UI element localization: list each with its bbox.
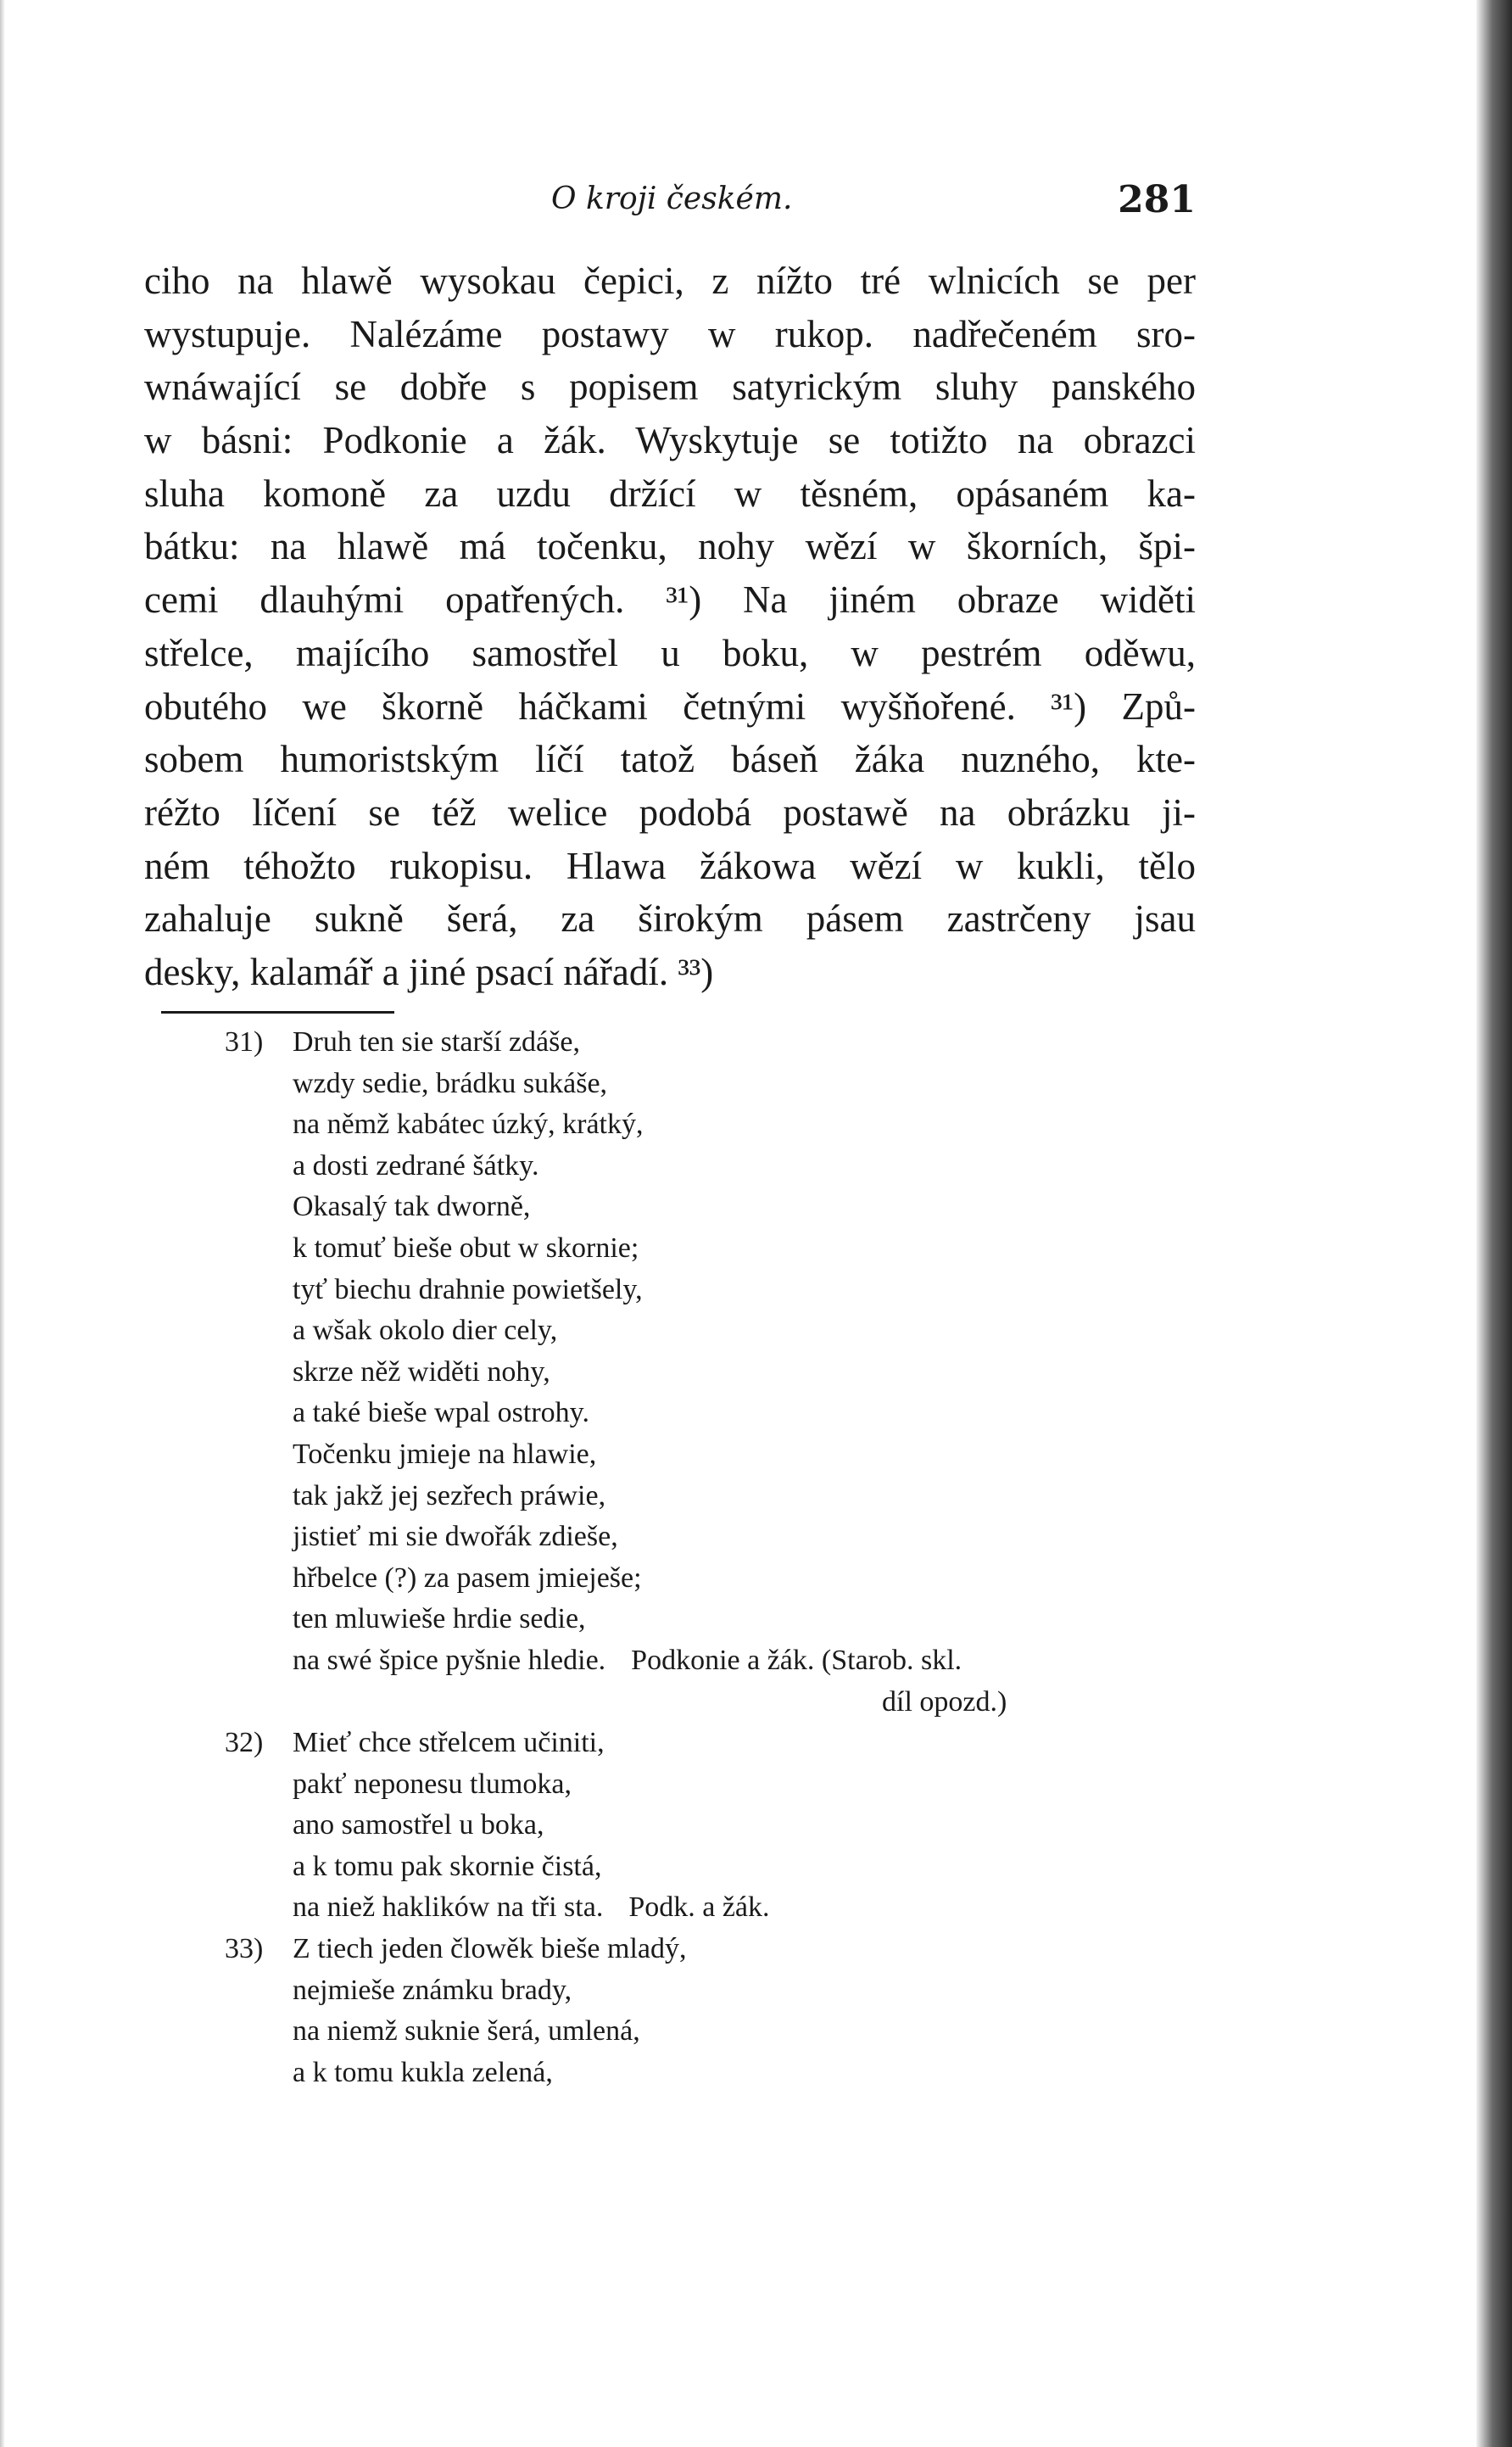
text-line: w básni: Podkonie a žák. Wyskytuje se totižto na obrazci [144,419,1196,462]
verse-line [293,1310,1225,1352]
page-edge-shadow [1476,0,1512,2447]
verse-line [293,1846,1225,1888]
footnote-source: Podk. a žák. [628,1891,770,1924]
verse-line [293,1723,1225,1764]
verse-line [293,1887,1225,1929]
footnote-source-continued: díl opozd.) [882,1685,1007,1718]
verse-text: skrze něž widěti nohy, [293,1355,550,1388]
verse-text: na swé špice pyšnie hledie. [293,1644,606,1676]
verse-line [293,1764,1225,1806]
verse-text: Z tiech jeden člowěk bieše mladý, [293,1933,687,1965]
verse-line [293,1022,1225,1064]
verse-line [293,1064,1225,1105]
footnote [225,1723,1225,1929]
text-line: réžto líčení se též welice podobá postawě na obrázku ji- [144,791,1196,834]
verse-text: na němž kabátec úzký, krátký, [293,1109,644,1141]
verse-text: k tomuť bieše obut w skornie; [293,1232,639,1264]
verse-line [293,1434,1225,1476]
verse-text: pakť neponesu tlumoka, [293,1768,572,1800]
text-line: cemi dlauhými opatřených. ³¹) Na jiném obraze widěti [144,578,1196,622]
verse-line [293,1352,1225,1394]
main-text [144,254,1196,999]
verse-line [293,1640,1225,1682]
footnote-number: 31) [225,1026,264,1058]
verse-line [293,1187,1225,1228]
verse-text: Druh ten sie starší zdáše, [293,1026,580,1058]
verse-text: nejmieše známku brady, [293,1974,572,2006]
verse-line [293,2011,1225,2053]
footnote-separator [161,1011,394,1014]
verse-text: a wšak okolo dier cely, [293,1315,558,1347]
verse-text: ano samostřel u boka, [293,1809,544,1841]
verse-line [293,2053,1225,2094]
verse-line [293,1599,1225,1640]
verse-line [293,1104,1225,1146]
verse-line [293,1393,1225,1434]
verse-text: na niež haklików na tři sta. [293,1891,604,1924]
page-left-shadow [0,0,5,2447]
verse-text: ten mluwieše hrdie sedie, [293,1603,586,1635]
verse-text: na niemž suknie šerá, umlená, [293,2015,640,2048]
verse-line [293,1270,1225,1311]
text-line: wystupuje. Nalézáme postawy w rukop. nadřečeném sro- [144,312,1196,355]
footnote-source: Podkonie a žák. (Starob. skl. [631,1644,962,1676]
verse-line [293,1476,1225,1517]
verse-text: a k tomu kukla zelená, [293,2056,553,2088]
running-title: O kroji českém. [551,182,793,216]
text-line: zahaluje sukně šerá, za širokým pásem zastrčeny jsau [144,897,1196,941]
verse-text: a k tomu pak skornie čistá, [293,1850,602,1882]
text-line: desky, kalamář a jiné psací nářadí. ³³) [144,950,714,993]
verse-text: jistieť mi sie dwořák zdieše, [293,1521,618,1553]
footnote-number: 33) [225,1933,264,1965]
verse-line [293,1558,1225,1600]
verse-line [293,1929,1225,1970]
footnotes [225,1022,1225,2093]
verse-text: tak jakž jej sezřech práwie, [293,1479,606,1511]
verse-text: a také bieše wpal ostrohy. [293,1397,589,1429]
text-line: wnáwající se dobře s popisem satyrickým sluhy panského [144,366,1196,409]
text-line: ném téhožto rukopisu. Hlawa žákowa wězí w kukli, tělo [144,844,1196,887]
verse-line [293,1228,1225,1270]
verse-text: Točenku jmieje na hlawie, [293,1438,597,1470]
text-line: obutého we škorně háčkami četnými wyšňořené. ³¹) Způ- [144,684,1196,728]
page-header [144,178,1196,229]
text-line: sobem humoristským líčí tatož báseň žáka nuzného, kte- [144,738,1196,781]
text-line: střelce, majícího samostřel u boku, w pestrém oděwu, [144,631,1196,674]
verse-line [293,1517,1225,1558]
verse-line [293,1805,1225,1846]
footnote [225,1929,1225,2093]
page-number: 281 [1118,178,1196,221]
verse-line [293,1146,1225,1187]
footnote-number: 32) [225,1727,264,1759]
text-line: ciho na hlawě wysokau čepici, z nížto tré wlnicích se per [144,260,1196,302]
text-line: bátku: na hlawě má točenku, nohy wězí w škorních, špi- [144,525,1196,568]
verse-line [293,1970,1225,2012]
verse-text: wzdy sedie, brádku sukáše, [293,1067,608,1099]
text-line: sluha komoně za uzdu držící w těsném, opásaném ka- [144,472,1196,515]
verse-text: a dosti zedrané šátky. [293,1149,539,1182]
verse-text: tyť biechu drahnie powietšely, [293,1273,643,1305]
verse-text: Okasalý tak dworně, [293,1191,531,1223]
verse-text: hřbelce (?) za pasem jmieješe; [293,1561,642,1594]
verse-text: Mieť chce střelcem učiniti, [293,1727,605,1759]
footnote [225,1022,1225,1723]
